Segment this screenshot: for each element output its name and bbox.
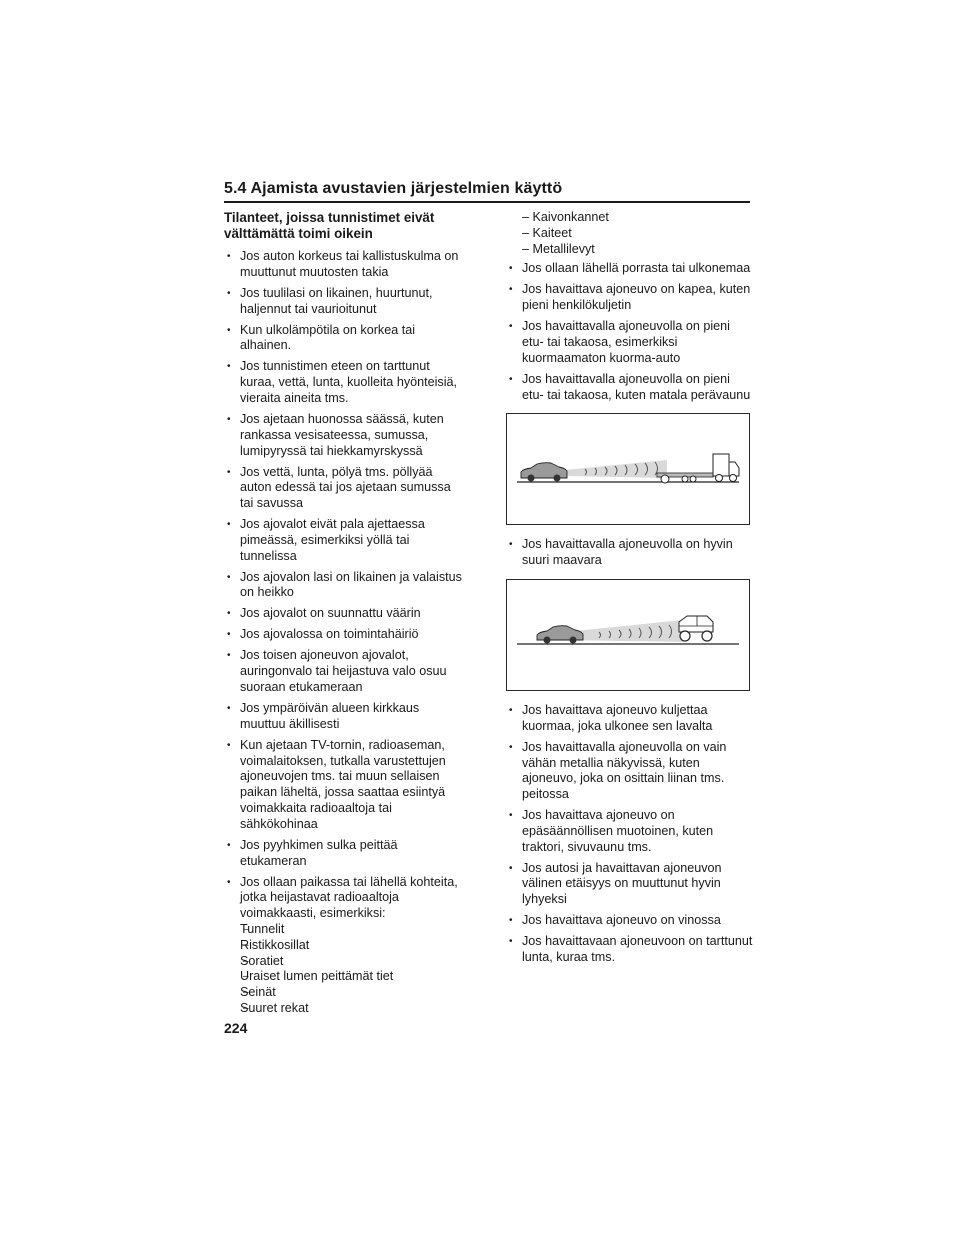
list-item: • Jos tuulilasi on likainen, huurtunut, haljennut tai vaurioitunut bbox=[224, 286, 466, 318]
list-item-with-examples bbox=[224, 875, 466, 1017]
list-item: • Jos ajovalot on suunnattu väärin bbox=[224, 606, 466, 622]
section-title: 5.4 Ajamista avustavien järjestelmien käyttö bbox=[224, 180, 563, 197]
page-number: 224 bbox=[224, 1020, 248, 1036]
sublist-item: – Metallilevyt bbox=[522, 242, 754, 258]
figure-low-trailer bbox=[506, 413, 750, 525]
left-column bbox=[224, 210, 466, 1022]
list-item: • Jos ollaan lähellä porrasta tai ulkonemaa bbox=[506, 261, 754, 277]
example-sublist bbox=[240, 922, 466, 1017]
sublist-item: – Tunnelit bbox=[240, 922, 466, 938]
subheading-line-1: Tilanteet, joissa tunnistimet eivät bbox=[224, 210, 435, 225]
list-item: • Jos havaittavalla ajoneuvolla on pieni etu- tai takaosa, esimerkiksi kuormaamaton kuorma-auto bbox=[506, 319, 754, 366]
list-item: • Jos ajovalossa on toimintahäiriö bbox=[224, 627, 466, 643]
sensor-beam bbox=[565, 460, 667, 478]
right-column bbox=[506, 210, 754, 971]
list-item: • Jos vettä, lunta, pölyä tms. pöllyää auton edessä tai jos ajetaan sumussa tai savussa bbox=[224, 465, 466, 512]
sedan-icon bbox=[537, 626, 583, 644]
list-item: • Jos tunnistimen eteen on tarttunut kuraa, vettä, lunta, kuolleita hyönteisiä, vieraita aineita tms. bbox=[224, 359, 466, 406]
list-item: • Jos pyyhkimen sulka peittää etukameran bbox=[224, 838, 466, 870]
list-item: • Jos havaittava ajoneuvo on kapea, kuten pieni henkilökuljetin bbox=[506, 282, 754, 314]
list-item: • Kun ajetaan TV-tornin, radioaseman, voimalaitoksen, tutkalla varustettujen ajoneuvojen tms. tai muun sellaisen paikan läheltä, jossa saattaa esiintyä voimakkaita radioaaltoja tai sähkökohinaa bbox=[224, 738, 466, 833]
list-item: • Jos havaittava ajoneuvo on epäsäännöllisen muotoinen, kuten traktori, sivuvaunu tms. bbox=[506, 808, 754, 855]
sublist-item: – Kaiteet bbox=[522, 226, 754, 242]
list-item: • Jos auton korkeus tai kallistuskulma on muuttunut muutosten takia bbox=[224, 249, 466, 281]
list-item-text: Jos ollaan paikassa tai lähellä kohteita, jotka heijastavat radioaaltoja voimakkaasti, esimerkiksi: bbox=[240, 874, 458, 921]
list-item: • Kun ulkolämpötila on korkea tai alhainen. bbox=[224, 323, 466, 355]
list-item: • Jos havaittavaan ajoneuvoon on tarttunut lunta, kuraa tms. bbox=[506, 934, 754, 966]
high-clearance-illustration bbox=[507, 580, 749, 690]
sublist-item: – Seinät bbox=[240, 985, 466, 1001]
left-bullet-list bbox=[224, 249, 466, 1017]
sublist-item: – Uraiset lumen peittämät tiet bbox=[240, 969, 466, 985]
list-item: • Jos ajovalot eivät pala ajettaessa pimeässä, esimerkiksi yöllä tai tunnelissa bbox=[224, 517, 466, 564]
right-bullet-list-3 bbox=[506, 703, 754, 966]
list-item: • Jos havaittavalla ajoneuvolla on hyvin suuri maavara bbox=[506, 537, 754, 569]
list-item: • Jos havaittavalla ajoneuvolla on vain vähän metallia näkyvissä, kuten ajoneuvo, joka on osittain liinan tms. peitossa bbox=[506, 740, 754, 803]
suv-icon bbox=[679, 616, 713, 641]
sublist-item: – Soratiet bbox=[240, 954, 466, 970]
right-bullet-list-2 bbox=[506, 537, 754, 569]
sublist-item: – Kaivonkannet bbox=[522, 210, 754, 226]
subheading-line-2: välttämättä toimi oikein bbox=[224, 226, 373, 241]
list-item: • Jos autosi ja havaittavan ajoneuvon välinen etäisyys on muuttunut hyvin lyhyeksi bbox=[506, 861, 754, 908]
list-item: • Jos havaittava ajoneuvo kuljettaa kuormaa, joka ulkonee sen lavalta bbox=[506, 703, 754, 735]
low-trailer-illustration bbox=[507, 414, 749, 524]
figure-high-clearance bbox=[506, 579, 750, 691]
list-item: • Jos ajetaan huonossa säässä, kuten rankassa vesisateessa, sumussa, lumipyryssä tai hiekkamyrskyssä bbox=[224, 412, 466, 459]
list-item: • Jos havaittava ajoneuvo on vinossa bbox=[506, 913, 754, 929]
list-item: • Jos havaittavalla ajoneuvolla on pieni etu- tai takaosa, kuten matala perävaunu bbox=[506, 372, 754, 404]
section-header bbox=[224, 179, 750, 203]
list-item: • Jos toisen ajoneuvon ajovalot, auringonvalo tai heijastuva valo osuu suoraan etukameraan bbox=[224, 648, 466, 695]
header-rule bbox=[224, 201, 750, 203]
list-item: • Jos ympäröivän alueen kirkkaus muuttuu äkillisesti bbox=[224, 701, 466, 733]
truck-icon bbox=[713, 454, 739, 482]
example-sublist-continued bbox=[506, 210, 754, 257]
sublist-item: – Ristikkosillat bbox=[240, 938, 466, 954]
subheading bbox=[224, 210, 466, 242]
sedan-icon bbox=[521, 463, 567, 482]
right-bullet-list-1 bbox=[506, 261, 754, 403]
sublist-item: – Suuret rekat bbox=[240, 1001, 466, 1017]
list-item: • Jos ajovalon lasi on likainen ja valaistus on heikko bbox=[224, 570, 466, 602]
